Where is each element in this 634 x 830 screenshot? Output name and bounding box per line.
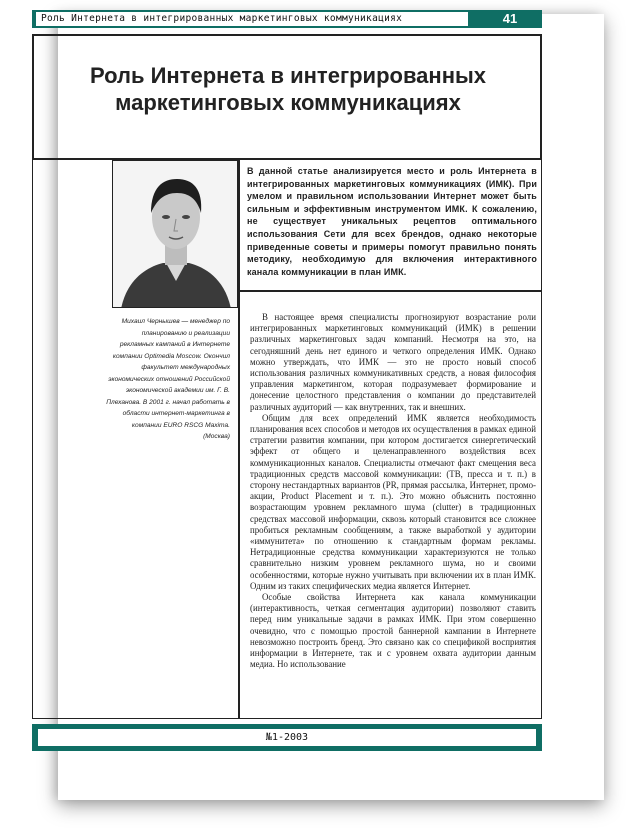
- author-bio: Михаил Чернышев — менеджер по планированию и реализации рекламных кампаний в Интернете компании Optimedia Moscow. Окончил факультет международных экономических отношений Российской экономической академии им. Г. В. Плеханова. В 2001 г. начал работать в области интернет-маркетинга в компании EURO RSCG Maxima. (Москва): [106, 318, 230, 440]
- article-title: Роль Интернета в интегрированных маркетинговых коммуникациях: [89, 63, 487, 115]
- issue-number: №1-2003: [38, 729, 536, 746]
- lead-divider: [238, 290, 542, 292]
- body-paragraph-3: Особые свойства Интернета как канала коммуникации (интерактивность, четкая сегментация аудитории) позволяют ставить перед ним уникальные задачи в рамках ИМК. При этом совершенно очевидно, что с помощью простой баннерной кампании в Интернете невозможно построить бренд. Это связано как со спецификой восприятия информации в Интернете, так и с уровнем охвата аудитории данным медиа. Но использование: [250, 592, 536, 670]
- article-body: [250, 312, 536, 716]
- author-photo: [112, 160, 238, 308]
- running-title: Роль Интернета в интегрированных маркетинговых коммуникациях: [36, 12, 468, 26]
- portrait-image: [113, 161, 238, 308]
- body-paragraph-2: Общим для всех определений ИМК является необходимость планирования всех способов и методов их осуществления в рамках единой стратегии развития компании, при котором достигается синергетический эффект от общего и целенаправленного воздействия всех коммуникационных каналов. Специалисты отмечают факт смещения веса традиционных средств массовой коммуникации: (ТВ, пресса и т. п.) в сторону нестандартных вариантов (PR, прямая рассылка, Интернет, промо-акции, Product Placement и т. п.). Это можно объяснить постоянно возрастающим уровнем рекламного шума (clutter) в традиционных средствах массовой информации, сквозь который становится все сложнее пробиться рекламным сообщениям, а также выработкой у аудитории «иммунитета» по отношению к стандартным формам рекламы. Нетрадиционные средства коммуникации характеризуются не только сравнительно низким уровнем рекламного шума, но и своими особенностями, которые нужно учитывать при включении их в план ИМК. Одним из таких специфических медиа является Интернет.: [250, 412, 536, 591]
- body-paragraph-1: В настоящее время специалисты прогнозируют возрастание роли интегрированных маркетинговых коммуникаций (ИМК) в решении различных маркетинговых задач компаний. Несмотря на это, на сегодняшний день нет единого и четкого определения ИМК. Однако можно утверждать, что ИМК — это не просто новый способ использования различных коммуникативных средств, а новая философия управления маркетингом, которая подразумевает формирование и донесение целостного представления о компании до представителей различных аудиторий — как внутренних, так и внешних.: [250, 312, 536, 412]
- article-lead: В данной статье анализируется место и роль Интернета в интегрированных маркетинговых коммуникациях (ИМК). При умелом и правильном использовании Интернет может быть сильным и эффективным инструментом ИМК. К сожалению, не существует уникальных рецептов оптимального использования Сети для всех брендов, однако некоторые приведенные советы и примеры помогут правильно понять методику, необходимую для включения интерактивного канала коммуникации в план ИМК.: [247, 166, 537, 277]
- column-divider: [238, 160, 240, 719]
- page-number: 41: [502, 11, 518, 26]
